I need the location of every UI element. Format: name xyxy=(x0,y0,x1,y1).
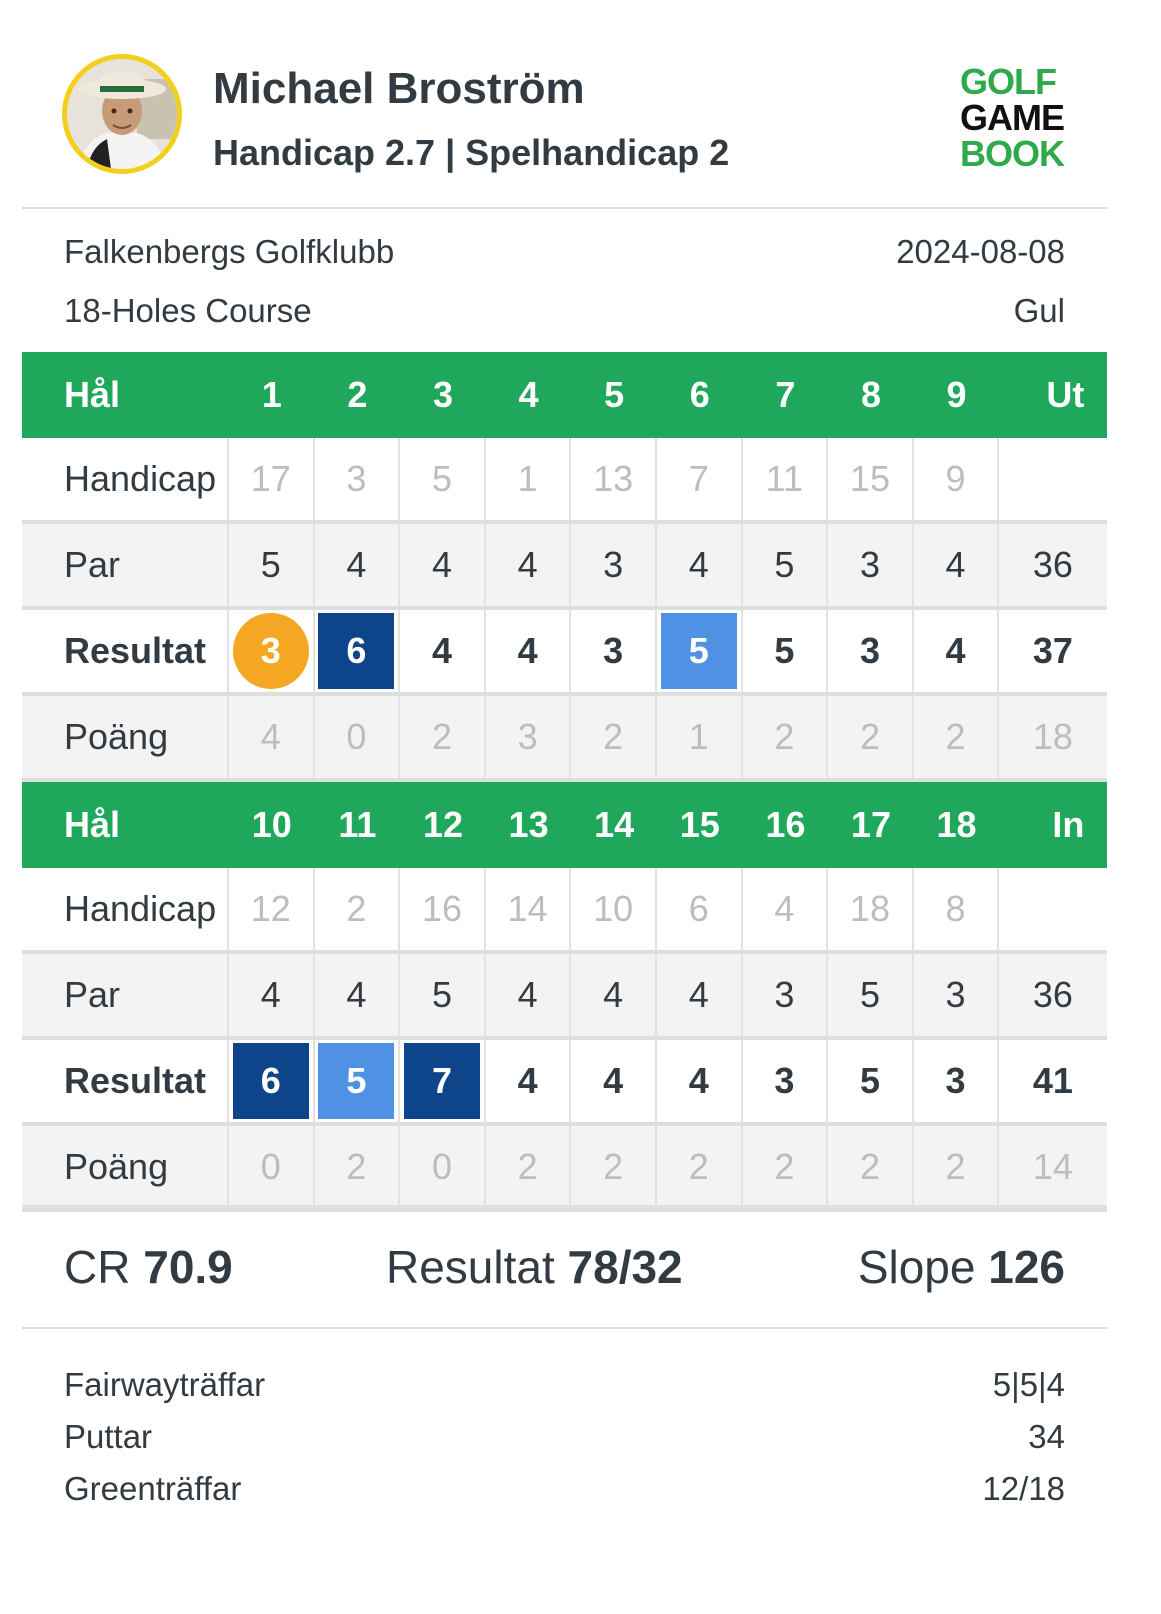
score-dbl-marker: 7 xyxy=(404,1043,480,1119)
front-points-row xyxy=(22,696,1107,782)
result-total: 37 xyxy=(1032,630,1073,671)
back-points-row xyxy=(22,1126,1107,1212)
par-cell: 4 xyxy=(315,954,401,1036)
par-label: Par xyxy=(22,524,229,606)
handicap-cell: 16 xyxy=(400,868,486,950)
score-bogey-marker: 5 xyxy=(318,1043,394,1119)
golf-gamebook-logo xyxy=(960,61,1070,174)
result-cell: 4 xyxy=(571,1040,657,1122)
handicap-label: Handicap xyxy=(22,438,229,520)
hole-number: 17 xyxy=(850,804,891,845)
hole-number: 5 xyxy=(604,374,625,415)
hole-number: 11 xyxy=(338,804,377,845)
hole-number: 13 xyxy=(508,804,549,845)
hole-number: 8 xyxy=(860,374,881,415)
stat-value-fairway: 5|5|4 xyxy=(992,1366,1065,1403)
result-cell: 3 xyxy=(828,610,914,692)
front-result-row xyxy=(22,610,1107,696)
hole-number: 3 xyxy=(432,374,453,415)
points-cell: 0 xyxy=(400,1126,486,1208)
par-cell: 4 xyxy=(657,524,743,606)
result-cell: 4 xyxy=(400,610,486,692)
handicap-cell: 4 xyxy=(743,868,829,950)
handicap-cell: 1 xyxy=(486,438,572,520)
player-photo xyxy=(67,59,177,169)
handicap-cell: 17 xyxy=(229,438,315,520)
par-cell: 5 xyxy=(743,524,829,606)
scorecard-table xyxy=(22,352,1107,1212)
handicap-cell: 10 xyxy=(571,868,657,950)
score-birdie-marker: 3 xyxy=(233,613,309,689)
result-cell: 4 xyxy=(657,1040,743,1122)
points-cell: 2 xyxy=(828,1126,914,1208)
hole-number: 1 xyxy=(261,374,282,415)
player-name: Michael Broström xyxy=(213,64,585,113)
stat-label-greens: Greenträffar xyxy=(64,1470,242,1507)
back-handicap-row xyxy=(22,868,1107,954)
par-cell: 3 xyxy=(828,524,914,606)
handicap-total xyxy=(999,438,1106,520)
par-cell: 3 xyxy=(571,524,657,606)
header-label: Hål xyxy=(64,374,121,415)
total-result xyxy=(386,1240,683,1294)
result-cell: 3 xyxy=(743,1040,829,1122)
points-cell: 2 xyxy=(571,1126,657,1208)
handicap-cell: 14 xyxy=(486,868,572,950)
points-cell: 2 xyxy=(315,1126,401,1208)
handicap-cell: 13 xyxy=(571,438,657,520)
handicap-total xyxy=(999,868,1106,950)
points-label: Poäng xyxy=(22,696,229,778)
result-cell: 3 xyxy=(914,1040,1000,1122)
points-cell: 2 xyxy=(914,1126,1000,1208)
points-cell: 2 xyxy=(828,696,914,778)
hole-number: 10 xyxy=(251,804,292,845)
points-cell: 2 xyxy=(571,696,657,778)
handicap-cell: 7 xyxy=(657,438,743,520)
logo-line-game: GAME xyxy=(960,97,1064,138)
points-cell: 2 xyxy=(657,1126,743,1208)
stat-value-greens: 12/18 xyxy=(982,1470,1065,1507)
summary-divider xyxy=(22,1327,1107,1329)
par-cell: 4 xyxy=(486,524,572,606)
points-cell: 1 xyxy=(657,696,743,778)
course-rating xyxy=(64,1240,233,1294)
points-cell: 0 xyxy=(229,1126,315,1208)
par-total: 36 xyxy=(1032,544,1073,585)
back-result-row xyxy=(22,1040,1107,1126)
player-handicap: Handicap 2.7 | Spelhandicap 2 xyxy=(213,132,730,173)
par-cell: 4 xyxy=(571,954,657,1036)
points-total: 14 xyxy=(1032,1146,1073,1187)
stat-label-fairway: Fairwayträffar xyxy=(64,1366,266,1403)
par-cell: 4 xyxy=(229,954,315,1036)
score-dbl-marker: 6 xyxy=(318,613,394,689)
par-cell: 4 xyxy=(315,524,401,606)
front-handicap-row xyxy=(22,438,1107,524)
score-dbl-marker: 6 xyxy=(233,1043,309,1119)
points-cell: 2 xyxy=(486,1126,572,1208)
points-cell: 2 xyxy=(914,696,1000,778)
result-cell: 5 xyxy=(743,610,829,692)
header-label: Hål xyxy=(64,804,121,845)
result-cell xyxy=(315,610,401,692)
cr-label: CR xyxy=(64,1241,131,1293)
hole-number: 16 xyxy=(765,804,806,845)
hole-number: 2 xyxy=(347,374,368,415)
stat-value-putts: 34 xyxy=(1028,1418,1065,1455)
result-label: Resultat xyxy=(386,1241,555,1293)
handicap-cell: 2 xyxy=(315,868,401,950)
round-date: 2024-08-08 xyxy=(896,233,1065,270)
back-par-row xyxy=(22,954,1107,1040)
slope-value: 126 xyxy=(988,1241,1065,1293)
handicap-cell: 8 xyxy=(914,868,1000,950)
front-header-row xyxy=(22,352,1107,438)
par-cell: 3 xyxy=(743,954,829,1036)
score-bogey-marker: 5 xyxy=(661,613,737,689)
tee-color: Gul xyxy=(1013,292,1065,329)
header-divider xyxy=(22,207,1107,209)
par-cell: 4 xyxy=(914,524,1000,606)
result-cell xyxy=(229,610,315,692)
table-bottom-divider xyxy=(22,1205,1107,1208)
header-total: In xyxy=(1052,804,1085,845)
points-cell: 2 xyxy=(400,696,486,778)
hole-number: 12 xyxy=(422,804,463,845)
handicap-label: Handicap xyxy=(22,868,229,950)
handicap-cell: 6 xyxy=(657,868,743,950)
par-cell: 4 xyxy=(400,524,486,606)
par-total: 36 xyxy=(1032,974,1073,1015)
back-header-row xyxy=(22,782,1107,868)
front-par-row xyxy=(22,524,1107,610)
header-total: Ut xyxy=(1046,374,1085,415)
result-cell: 4 xyxy=(486,610,572,692)
stat-label-putts: Puttar xyxy=(64,1418,153,1455)
points-total: 18 xyxy=(1032,716,1073,757)
hole-number: 14 xyxy=(594,804,635,845)
avatar xyxy=(62,54,182,174)
result-cell: 4 xyxy=(914,610,1000,692)
cr-value: 70.9 xyxy=(143,1241,233,1293)
hole-number: 18 xyxy=(936,804,977,845)
result-cell xyxy=(400,1040,486,1122)
points-label: Poäng xyxy=(22,1126,229,1208)
par-cell: 5 xyxy=(828,954,914,1036)
slope-label: Slope xyxy=(857,1241,976,1293)
handicap-cell: 5 xyxy=(400,438,486,520)
points-cell: 2 xyxy=(743,1126,829,1208)
par-cell: 3 xyxy=(914,954,1000,1036)
points-cell: 2 xyxy=(743,696,829,778)
slope-rating xyxy=(858,1240,1065,1294)
result-cell xyxy=(315,1040,401,1122)
par-cell: 4 xyxy=(657,954,743,1036)
points-cell: 4 xyxy=(229,696,315,778)
handicap-cell: 18 xyxy=(828,868,914,950)
hole-number: 6 xyxy=(689,374,710,415)
result-cell: 4 xyxy=(486,1040,572,1122)
hole-number: 15 xyxy=(679,804,720,845)
result-cell xyxy=(229,1040,315,1122)
result-value: 78/32 xyxy=(567,1241,683,1293)
points-cell: 0 xyxy=(315,696,401,778)
hole-number: 9 xyxy=(946,374,967,415)
result-label: Resultat xyxy=(22,610,229,692)
par-label: Par xyxy=(22,954,229,1036)
result-cell: 3 xyxy=(571,610,657,692)
result-total: 41 xyxy=(1032,1060,1073,1101)
par-cell: 5 xyxy=(400,954,486,1036)
handicap-cell: 3 xyxy=(315,438,401,520)
logo-line-golf: GOLF xyxy=(960,61,1056,102)
hole-number: 7 xyxy=(775,374,796,415)
handicap-cell: 12 xyxy=(229,868,315,950)
points-cell: 3 xyxy=(486,696,572,778)
result-cell: 5 xyxy=(828,1040,914,1122)
logo-line-book: BOOK xyxy=(960,133,1064,174)
handicap-cell: 11 xyxy=(743,438,829,520)
hole-number: 4 xyxy=(518,374,539,415)
course-name: 18-Holes Course xyxy=(64,292,312,329)
par-cell: 5 xyxy=(229,524,315,606)
par-cell: 4 xyxy=(486,954,572,1036)
club-name: Falkenbergs Golfklubb xyxy=(64,233,395,270)
result-cell xyxy=(657,610,743,692)
result-label: Resultat xyxy=(22,1040,229,1122)
handicap-cell: 9 xyxy=(914,438,1000,520)
handicap-cell: 15 xyxy=(828,438,914,520)
